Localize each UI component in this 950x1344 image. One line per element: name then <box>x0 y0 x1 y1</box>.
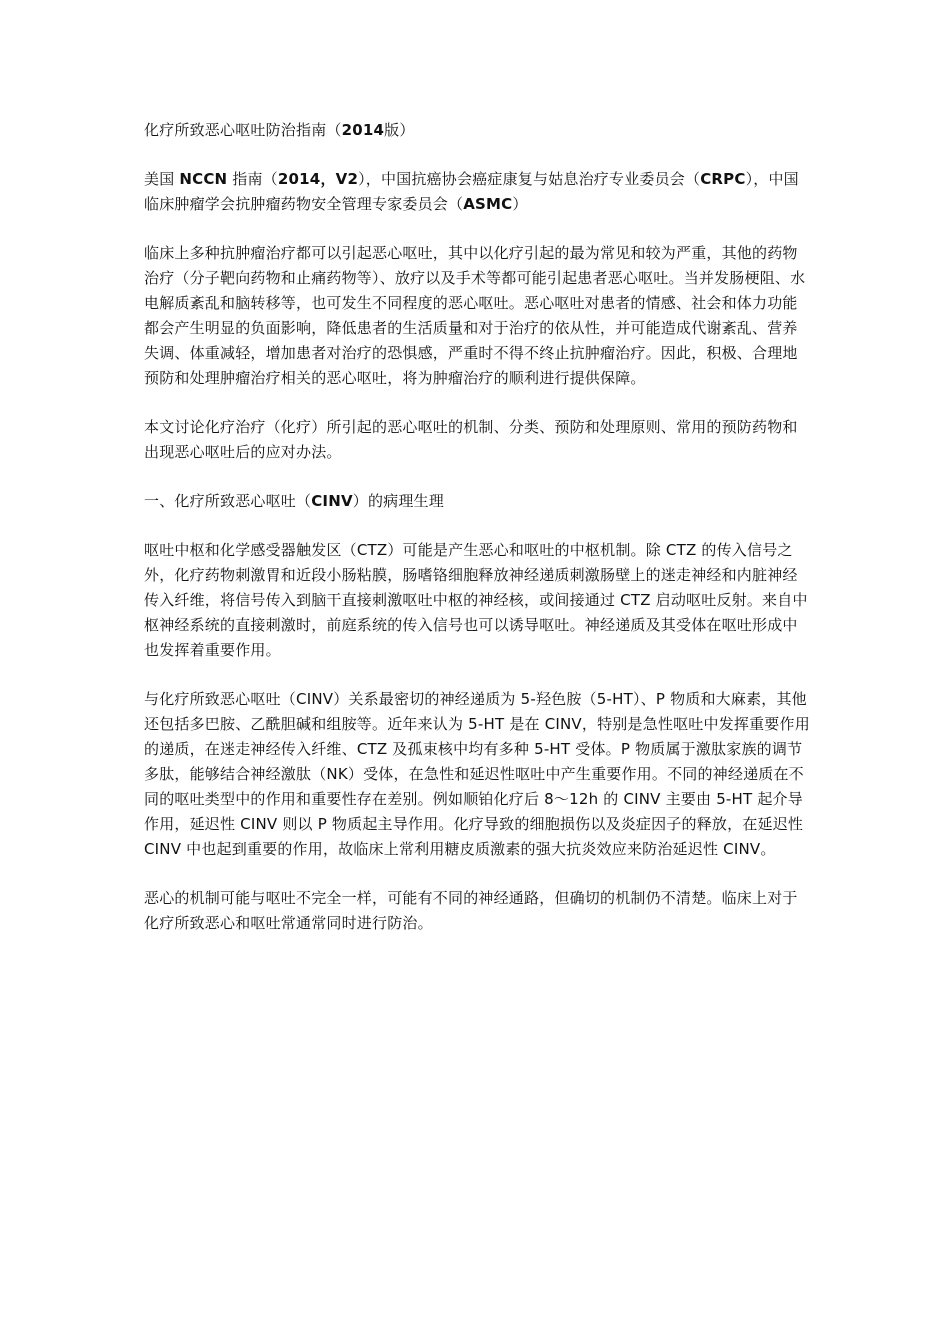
document-source: 美国 NCCN 指南（2014，V2），中国抗癌协会癌症康复与姑息治疗专业委员会（CRPC），中国临床肿瘤学会抗肿瘤药物安全管理专家委员会（ASMC） <box>144 170 799 213</box>
nausea-paragraph: 恶心的机制可能与呕吐不完全一样，可能有不同的神经通路，但确切的机制仍不清楚。临床上对于化疗所致恶心和呕吐常通常同时进行防治。 <box>144 889 798 932</box>
scope-paragraph: 本文讨论化疗治疗（化疗）所引起的恶心呕吐的机制、分类、预防和处理原则、常用的预防药物和出现恶心呕吐后的应对办法。 <box>144 418 798 461</box>
intro-paragraph: 临床上多种抗肿瘤治疗都可以引起恶心呕吐，其中以化疗引起的最为常见和较为严重，其他的药物治疗（分子靶向药物和止痛药物等）、放疗以及手术等都可能引起患者恶心呕吐。当并发肠梗阻、水电解质紊乱和脑转移等，也可发生不同程度的恶心呕吐。恶心呕吐对患者的情感、社会和体力功能都会产生明显的负面影响，降低患者的生活质量和对于治疗的依从性，并可能造成代谢紊乱、营养失调、体重减轻，增加患者对治疗的恐惧感，严重时不得不终止抗肿瘤治疗。因此，积极、合理地预防和处理肿瘤治疗相关的恶心呕吐，将为肿瘤治疗的顺利进行提供保障。 <box>144 244 806 387</box>
document-title: 化疗所致恶心呕吐防治指南（2014版） <box>144 121 415 139</box>
section-heading: 一、化疗所致恶心呕吐（CINV）的病理生理 <box>144 492 444 510</box>
neurotransmitter-paragraph: 与化疗所致恶心呕吐（CINV）关系最密切的神经递质为 5-羟色胺（5-HT）、P 物质和大麻素，其他还包括多巴胺、乙酰胆碱和组胺等。近年来认为 5-HT 是在 CINV，特别是急性呕吐中发挥重要作用的递质，在迷走神经传入纤维、CTZ 及孤束核中均有多种 5-HT 受体。P 物质属于激肽家族的调节多肽，能够结合神经激肽（NK）受体，在急性和延迟性呕吐中产生重要作用。不同的神经递质在不同的呕吐类型中的作用和重要性存在差别。例如顺铂化疗后 8～12h 的 CINV 主要由 5-HT 起介导作用，延迟性 CINV 则以 P 物质起主导作用。化疗导致的细胞损伤以及炎症因子的释放，在延迟性 CINV 中也起到重要的作用，故临床上常利用糖皮质激素的强大抗炎效应来防治延迟性 CINV。 <box>144 690 810 858</box>
mechanism-paragraph: 呕吐中枢和化学感受器触发区（CTZ）可能是产生恶心和呕吐的中枢机制。除 CTZ 的传入信号之外，化疗药物刺激胃和近段小肠粘膜，肠嗜铬细胞释放神经递质刺激肠壁上的迷走神经和内脏神经传入纤维，将信号传入到脑干直接刺激呕吐中枢的神经核，或间接通过 CTZ 启动呕吐反射。来自中枢神经系统的直接刺激时，前庭系统的传入信号也可以诱导呕吐。神经递质及其受体在呕吐形成中也发挥着重要作用。 <box>144 541 808 659</box>
